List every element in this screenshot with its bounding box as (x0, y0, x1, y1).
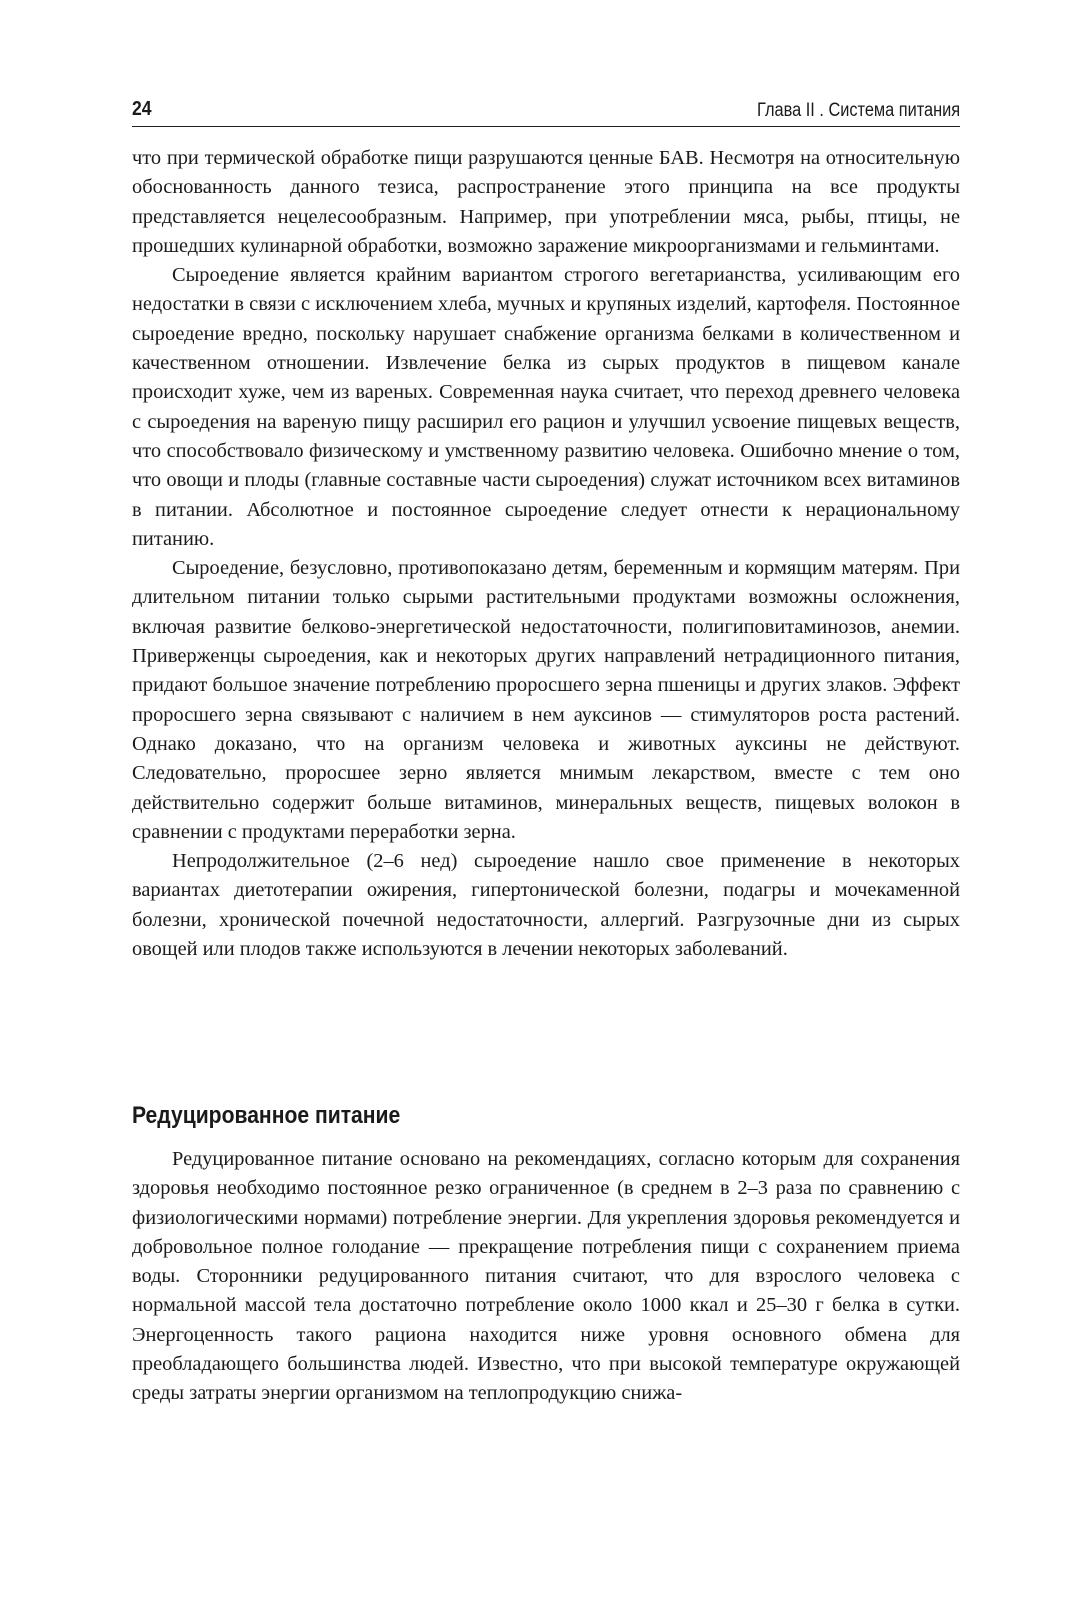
section-body-text (132, 1145, 960, 1409)
section-heading: Редуцированное питание (132, 1102, 401, 1129)
page-number: 24 (132, 98, 152, 120)
body-text (132, 144, 960, 964)
paragraph: Непродолжительное (2–6 нед) сыроедение нашло свое применение в некоторых вариантах диетотерапии ожирения, гипертонической болезни, подагры и мочекаменной болезни, хронической почечной недостаточности, аллергий. Разгрузочные дни из сырых овощей или плодов также используются в лечении некоторых заболеваний. (132, 850, 960, 961)
paragraph: что при термической обработке пищи разрушаются ценные БАВ. Несмотря на относительную обоснованность данного тезиса, распространение этого принципа на все продукты представляется нецелесообразным. Например, при употреблении мяса, рыбы, птицы, не прошедших кулинарной обработки, возможно заражение микроорганизмами и гельминтами. (132, 147, 960, 257)
paragraph: Редуцированное питание основано на рекомендациях, согласно которым для сохранения здоровья необходимо постоянное резко ограниченное (в среднем в 2–3 раза по сравнению с физиологическими нормами) потребление энергии. Для укрепления здоровья рекомендуется и добровольное полное голодание — прекращение потребления пищи с сохранением приема воды. Сторонники редуцированного питания считают, что для взрослого человека с нормальной массой тела достаточно потребление около 1000 ккал и 25–30 г белка в сутки. Энергоценность такого рациона находится ниже уровня основного обмена для преобладающего большинства людей. Известно, что при высокой температуре окружающей среды затраты энергии организмом на теплопродукцию снижа- (132, 1148, 960, 1405)
paragraph: Сыроедение, безусловно, противопоказано детям, беременным и кормящим матерям. При длительном питании только сырыми растительными продуктами возможны осложнения, включая развитие белково-энергетической недостаточности, полигиповитаминозов, анемии. Приверженцы сыроедения, как и некоторых других направлений нетрадиционного питания, придают большое значение потреблению проросшего зерна пшеницы и других злаков. Эффект проросшего зерна связывают с наличием в нем ауксинов — стимуляторов роста растений. Однако доказано, что на организм человека и животных ауксины не действуют. Следовательно, проросшее зерно является мнимым лекарством, вместе с тем оно действительно содержит больше витаминов, минеральных веществ, пищевых волокон в сравнении с продуктами переработки зерна. (132, 557, 960, 843)
running-head (132, 98, 960, 127)
chapter-title: Глава II . Система питания (756, 100, 960, 121)
paragraph: Сыроедение является крайним вариантом строгого вегетарианства, усиливающим его недостатки в связи с исключением хлеба, мучных и крупяных изделий, картофеля. Постоянное сыроедение вредно, поскольку нарушает снабжение организма белками в количественном и качественном отношении. Извлечение белка из сырых продуктов в пищевом канале происходит хуже, чем из вареных. Современная наука считает, что переход древнего человека с сыроедения на вареную пищу расширил его рацион и улучшил усвоение пищевых веществ, что способствовало физическому и умственному развитию человека. Ошибочно мнение о том, что овощи и плоды (главные составные части сыроедения) служат источником всех витаминов в питании. Абсолютное и постоянное сыроедение следует отнести к нерациональному питанию. (132, 264, 960, 550)
